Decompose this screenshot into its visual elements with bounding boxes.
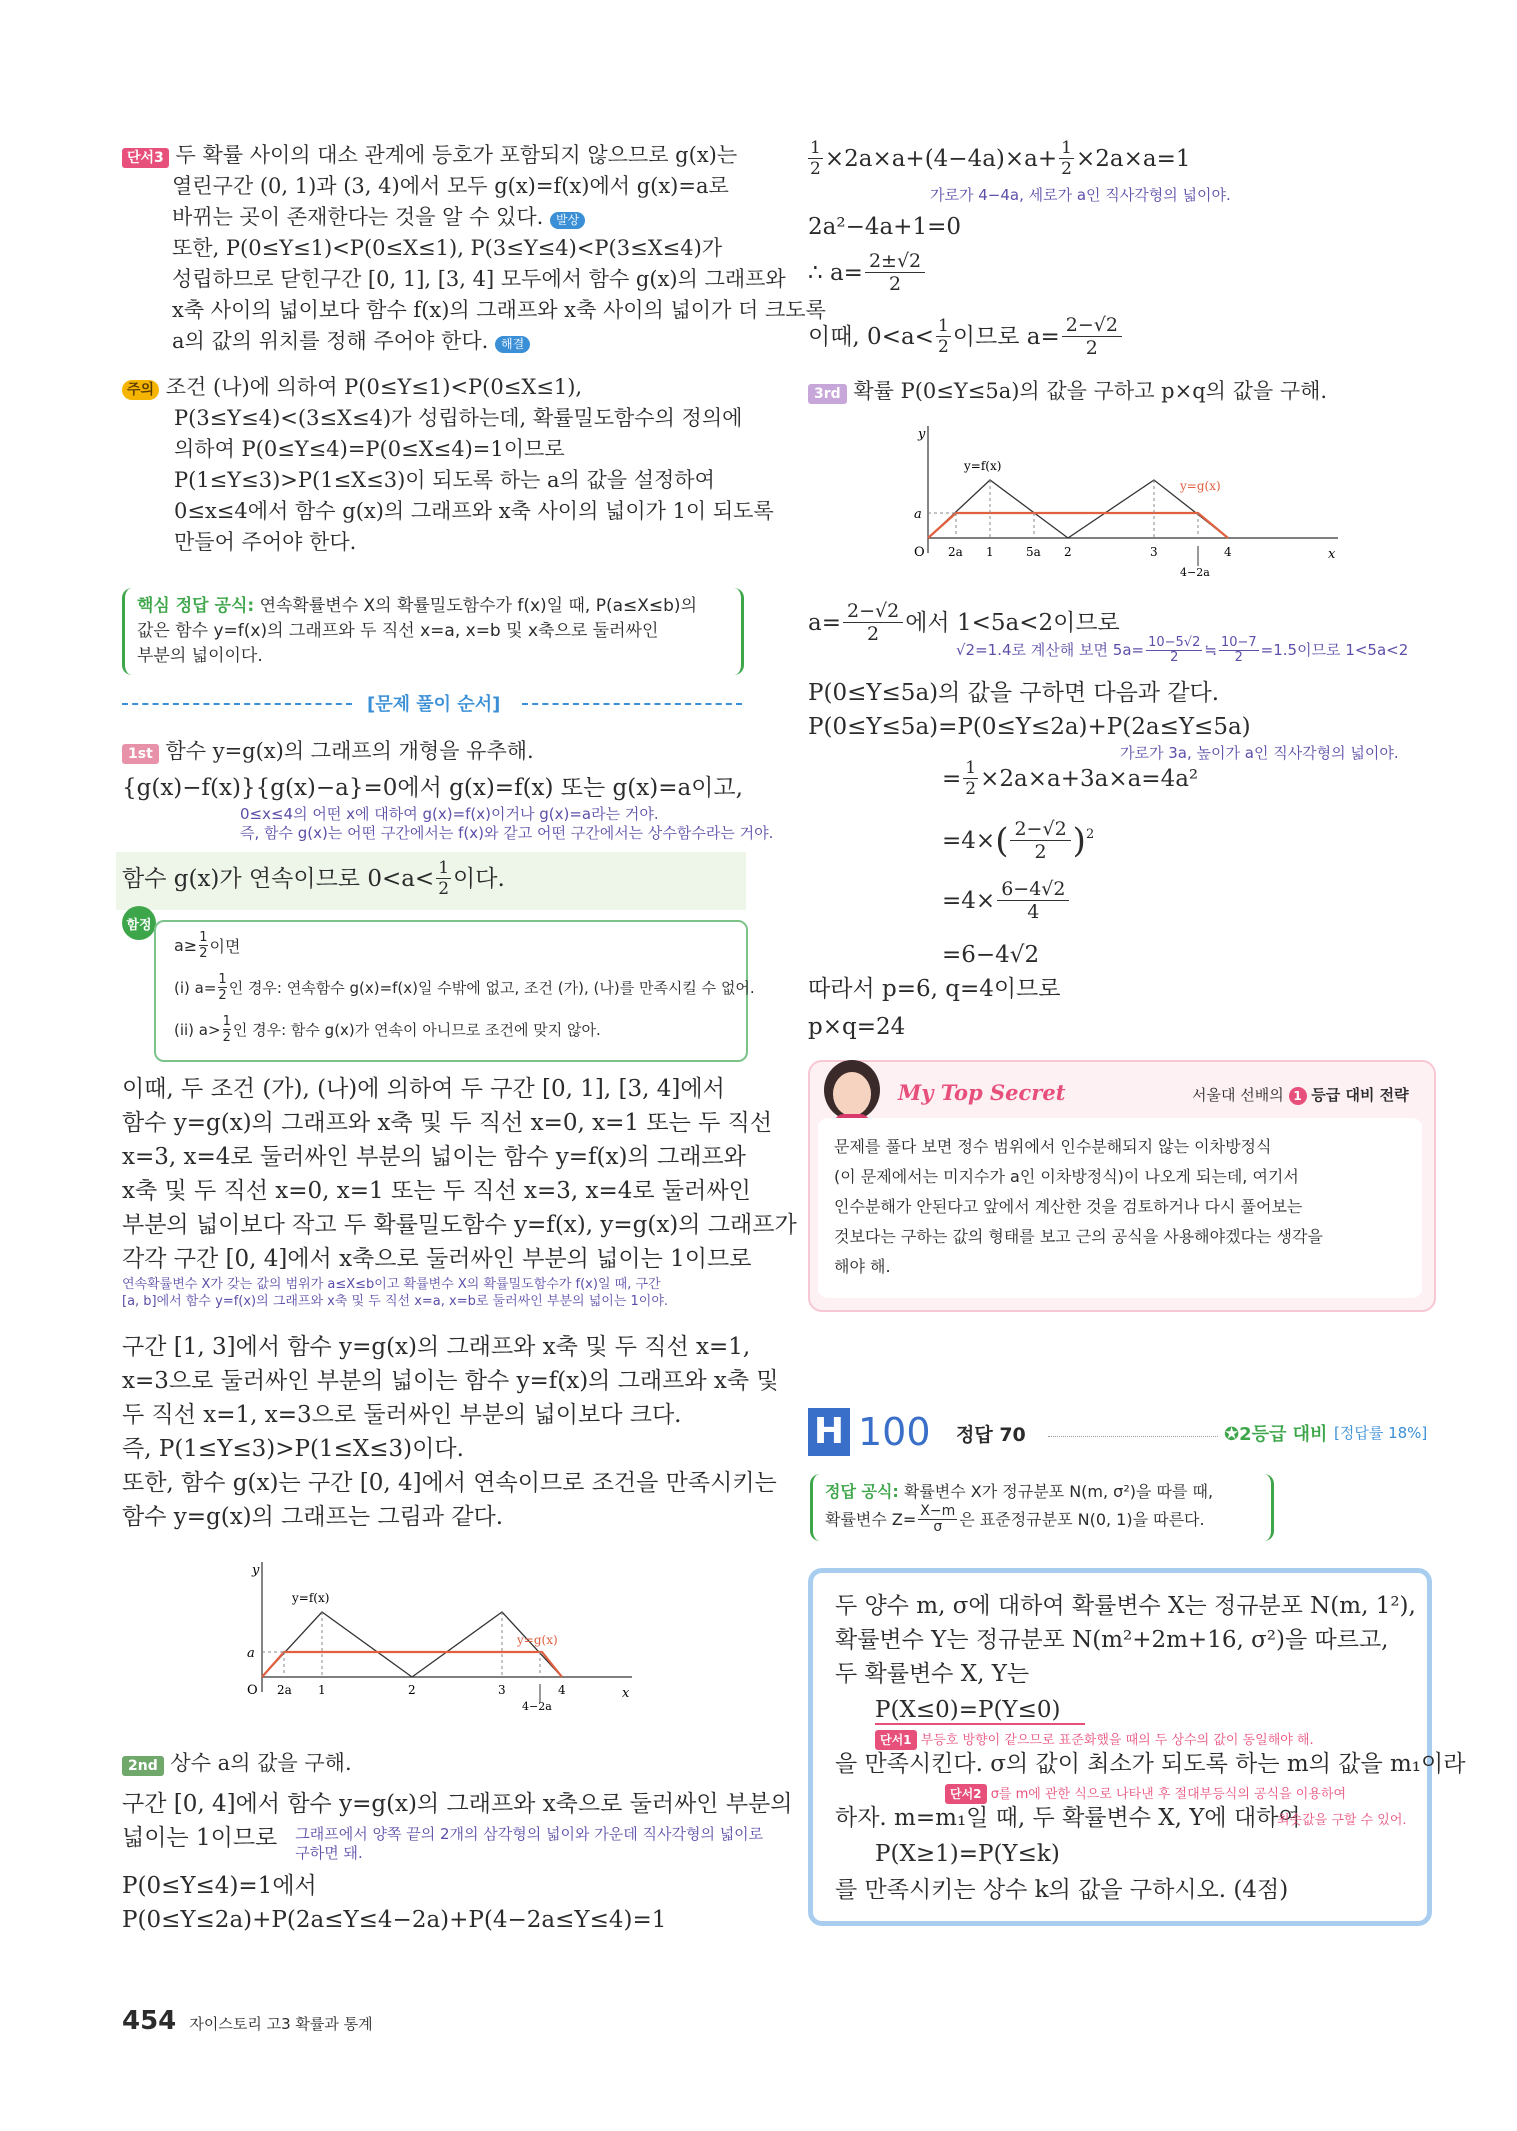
para-line: 구간 [1, 3]에서 함수 y=g(x)의 그래프와 x축 및 두 직선 x=1, bbox=[122, 1334, 751, 1360]
eq-text: =4× bbox=[942, 827, 996, 854]
order-title: [문제 풀이 순서] bbox=[367, 694, 501, 715]
r5 bbox=[942, 818, 1094, 863]
fraction-num: 2−√2 bbox=[843, 600, 903, 623]
step2-line: P(0≤Y≤2a)+P(2a≤Y≤4−2a)+P(4−2a≤Y≤4)=1 bbox=[122, 1907, 667, 1933]
fx-label: y=f(x) bbox=[964, 459, 1002, 473]
secret-line: 해야 해. bbox=[834, 1257, 891, 1276]
problem-line: 두 양수 m, σ에 대하여 확률변수 X는 정규분포 N(m, 1²), bbox=[835, 1593, 1416, 1619]
core-formula-label: 핵심 정답 공식: bbox=[137, 596, 255, 616]
correct-rate: [정답률 18%] bbox=[1334, 1424, 1428, 1442]
formula-text: 은 표준정규분포 N(0, 1)을 따른다. bbox=[959, 1509, 1205, 1529]
tick-label: 2 bbox=[408, 1683, 416, 1697]
para-line: 함수 y=g(x)의 그래프와 x축 및 두 직선 x=0, x=1 또는 두 직선 bbox=[122, 1110, 773, 1136]
x-label: x bbox=[622, 1686, 630, 1701]
dashed-divider bbox=[122, 703, 352, 705]
top-secret-box bbox=[808, 1060, 1436, 1312]
caution-line: 만들어 주어야 한다. bbox=[174, 530, 357, 554]
dansu3-line: a의 값의 위치를 정해 주어야 한다. bbox=[172, 329, 489, 353]
fraction-den: 2 bbox=[937, 337, 949, 357]
fraction-num: 1 bbox=[438, 858, 450, 878]
tick-label: 4−2a bbox=[522, 1700, 552, 1712]
note-text: =1.5이므로 1<5a<2 bbox=[1260, 641, 1409, 659]
fraction-num: 1 bbox=[222, 1014, 231, 1029]
trap-tag: 함정 bbox=[122, 906, 156, 940]
underline bbox=[875, 1723, 1085, 1725]
fraction-den: 2 bbox=[1034, 841, 1047, 863]
dansu3-line: 성립하므로 닫힌구간 [0, 1], [3, 4] 모두에서 함수 g(x)의 그래프와 bbox=[172, 267, 786, 291]
pdf-note: [a, b]에서 함수 y=f(x)의 그래프와 x축 및 두 직선 x=a, x=b로 둘러싸인 부분의 넓이는 1이야. bbox=[122, 1294, 669, 1309]
fraction-den: 2 bbox=[199, 946, 208, 961]
problem-line: 두 확률변수 X, Y는 bbox=[835, 1661, 1030, 1687]
trap-text: (i) a= bbox=[174, 978, 217, 997]
step1-tag: 1st bbox=[122, 744, 159, 764]
step2-tag: 2nd bbox=[122, 1756, 164, 1776]
trap-text: (ii) a> bbox=[174, 1020, 221, 1039]
step3-tag: 3rd bbox=[808, 384, 847, 404]
fx-label: y=f(x) bbox=[292, 1591, 330, 1605]
fraction-num: 1 bbox=[199, 930, 208, 945]
para-line: 두 직선 x=1, x=3으로 둘러싸인 부분의 넓이보다 크다. bbox=[122, 1402, 682, 1428]
eq-text: 이므로 a= bbox=[952, 323, 1060, 350]
secret-line: 것보다는 구하는 값의 형태를 보고 근의 공식을 사용해야겠다는 생각을 bbox=[834, 1227, 1323, 1246]
gx-curve bbox=[928, 513, 1228, 538]
step2-line: 넓이는 1이므로 bbox=[122, 1825, 278, 1851]
a-label: a bbox=[247, 1646, 255, 1661]
paragraph-1 bbox=[122, 1072, 797, 1310]
a-label: a bbox=[914, 507, 922, 522]
secret-sub-text: 서울대 선배의 bbox=[1192, 1086, 1284, 1104]
r4 bbox=[942, 758, 1198, 799]
tick-label: 1 bbox=[986, 545, 994, 559]
secret-title: My Top Secret bbox=[898, 1080, 1066, 1105]
problem-line: 하자. m=m₁일 때, 두 확률변수 X, Y에 대하여 bbox=[835, 1805, 1301, 1831]
caution-block bbox=[122, 372, 774, 558]
hint2-text-cont: 최솟값을 구할 수 있어. bbox=[1277, 1813, 1407, 1828]
fraction bbox=[436, 858, 451, 899]
dansu3-line: 열린구간 (0, 1)과 (3, 4)에서 모두 g(x)=f(x)에서 g(x)=a로 bbox=[172, 174, 729, 198]
step2-note: 그래프에서 양쪽 끝의 2개의 삼각형의 넓이와 가운데 직사각형의 넓이로 bbox=[295, 1825, 764, 1843]
fraction-den: 2 bbox=[1085, 337, 1098, 359]
dansu3-line: x축 사이의 넓이보다 함수 f(x)의 그래프와 x축 사이의 넓이가 더 크도록 bbox=[172, 298, 826, 322]
step2-title: 상수 a의 값을 구해. bbox=[170, 1751, 352, 1775]
formula-text: 확률변수 Z= bbox=[825, 1509, 917, 1529]
grade-label: ✪2등급 대비 bbox=[1224, 1424, 1328, 1445]
fraction-den: 2 bbox=[1170, 650, 1179, 665]
tick-label: 4 bbox=[558, 1683, 566, 1697]
fraction bbox=[223, 1014, 231, 1045]
fraction bbox=[1219, 636, 1259, 665]
eq4 bbox=[808, 314, 1124, 359]
secret-sub-text: 등급 대비 전략 bbox=[1311, 1086, 1409, 1104]
fraction bbox=[936, 316, 951, 357]
fraction bbox=[865, 250, 925, 295]
problem-line: 을 만족시킨다. σ의 값이 최소가 되도록 하는 m의 값을 m₁이라 bbox=[835, 1751, 1466, 1777]
r2: P(0≤Y≤5a)의 값을 구하면 다음과 같다. bbox=[808, 680, 1220, 706]
graph-left bbox=[222, 1552, 642, 1712]
exponent: 2 bbox=[1085, 827, 1095, 842]
trap-line bbox=[174, 930, 240, 961]
gx-label: y=g(x) bbox=[1180, 479, 1221, 493]
fraction bbox=[1062, 314, 1122, 359]
fraction-num: 1 bbox=[937, 316, 949, 336]
para-line: 각각 구간 [0, 4]에서 x축으로 둘러싸인 부분의 넓이는 1이므로 bbox=[122, 1246, 752, 1272]
dansu3-line: 바뀌는 곳이 존재한다는 것을 알 수 있다. bbox=[172, 205, 544, 229]
trap-text: 인 경우: 함수 g(x)가 연속이 아니므로 조건에 맞지 않아. bbox=[232, 1021, 601, 1039]
fraction-den: 2 bbox=[218, 988, 227, 1003]
step2-line: P(0≤Y≤4)=1에서 bbox=[122, 1873, 317, 1899]
eq1 bbox=[808, 138, 1191, 179]
tick-label: 3 bbox=[1150, 545, 1158, 559]
pdf-note: 연속확률변수 X가 갖는 값의 범위가 a≤X≤b이고 확률변수 X의 확률밀도함수가 f(x)일 때, 구간 bbox=[122, 1277, 661, 1292]
fraction bbox=[963, 758, 978, 799]
fraction-num: 6−4√2 bbox=[997, 878, 1069, 901]
problem-line: 를 만족시키는 상수 k의 값을 구하시오. (4점) bbox=[835, 1877, 1289, 1903]
fraction bbox=[1146, 636, 1202, 665]
fraction-num: 2−√2 bbox=[1062, 314, 1122, 337]
paren: ) bbox=[1072, 820, 1086, 861]
avatar-face bbox=[833, 1072, 871, 1116]
step1-equation: {g(x)−f(x)}{g(x)−a}=0에서 g(x)=f(x) 또는 g(x)=a이고, bbox=[122, 775, 743, 801]
fraction-den: 2 bbox=[1234, 650, 1243, 665]
hint1-text: 부등호 방향이 같으므로 표준화했을 때의 두 상수의 값이 동일해야 해. bbox=[920, 1733, 1314, 1748]
solution-pill: 해결 bbox=[495, 336, 530, 353]
step1-block bbox=[122, 736, 773, 843]
r6 bbox=[942, 878, 1071, 923]
problem-equation: P(X≥1)=P(Y≤k) bbox=[875, 1841, 1060, 1867]
secret-line: (이 문제에서는 미지수가 a인 이차방정식)이 나오게 되는데, 여기서 bbox=[834, 1167, 1299, 1186]
eq-text: 에서 1<5a<2이므로 bbox=[905, 609, 1120, 636]
tick-label: 4−2a bbox=[1180, 566, 1210, 578]
insight-pill: 발상 bbox=[550, 212, 585, 229]
eq-text: 이때, 0<a< bbox=[808, 323, 934, 350]
para-line: 이때, 두 조건 (가), (나)에 의하여 두 구간 [0, 1], [3, 4]에서 bbox=[122, 1076, 725, 1102]
r9: p×q=24 bbox=[808, 1014, 906, 1040]
x-label: x bbox=[1328, 547, 1336, 562]
fraction-num: X−m bbox=[920, 1503, 956, 1519]
note-text: ≒ bbox=[1204, 641, 1217, 659]
tick-label: 2 bbox=[1064, 545, 1072, 559]
origin-label: O bbox=[914, 545, 925, 560]
answer-label: 정답 70 bbox=[956, 1424, 1026, 1446]
fraction-num: 10−5√2 bbox=[1148, 635, 1201, 650]
trap-line bbox=[174, 972, 755, 1003]
formula-line: 확률변수 X가 정규분포 N(m, σ²)을 따를 때, bbox=[903, 1482, 1214, 1501]
fraction bbox=[199, 930, 207, 961]
caution-line: P(3≤Y≤4)<(3≤X≤4)가 성립하는데, 확률밀도함수의 정의에 bbox=[174, 406, 743, 430]
r8: 따라서 p=6, q=4이므로 bbox=[808, 976, 1061, 1002]
fraction-den: 2 bbox=[438, 879, 450, 899]
caution-line: P(1≤Y≤3)>P(1≤X≤3)이 되도록 하는 a의 값을 설정하여 bbox=[174, 468, 715, 492]
page-number: 454 bbox=[122, 2006, 177, 2036]
para-line: 부분의 넓이보다 작고 두 확률밀도함수 y=f(x), y=g(x)의 그래프가 bbox=[122, 1212, 797, 1238]
formula-label: 정답 공식: bbox=[825, 1482, 899, 1501]
dansu3-line: 두 확률 사이의 대소 관계에 등호가 포함되지 않으므로 g(x)는 bbox=[175, 143, 738, 167]
fraction-num: 1 bbox=[218, 972, 227, 987]
tick-label: 5a bbox=[1026, 545, 1041, 559]
eq2: 2a²−4a+1=0 bbox=[808, 214, 961, 240]
tick-label: 2a bbox=[948, 545, 963, 559]
hint2-text: σ를 m에 관한 식으로 나타낸 후 절대부등식의 공식을 이용하여 bbox=[990, 1787, 1347, 1802]
paragraph-2 bbox=[122, 1330, 779, 1534]
para-line: x=3으로 둘러싸인 부분의 넓이는 함수 y=f(x)의 그래프와 x축 및 bbox=[122, 1368, 779, 1394]
core-formula-line: 부분의 넓이이다. bbox=[137, 646, 263, 666]
origin-label: O bbox=[247, 1683, 258, 1698]
r3-note: 가로가 3a, 높이가 a인 직사각형의 넓이야. bbox=[1120, 744, 1399, 762]
dotted-leader bbox=[1048, 1436, 1218, 1437]
secret-line: 인수분해가 안된다고 앞에서 계산한 것을 검토하거나 다시 풀어보는 bbox=[834, 1197, 1303, 1216]
fraction-den: σ bbox=[933, 1519, 943, 1535]
problem-line: 확률변수 Y는 정규분포 N(m²+2m+16, σ²)을 따르고, bbox=[835, 1627, 1389, 1653]
para-line: 즉, P(1≤Y≤3)>P(1≤X≤3)이다. bbox=[122, 1436, 464, 1462]
fraction bbox=[997, 878, 1069, 923]
trap-text: 이면 bbox=[209, 937, 241, 956]
trap-text: 인 경우: 연속함수 g(x)=f(x)일 수밖에 없고, 조건 (가), (나)를 만족시킬 수 없어. bbox=[228, 979, 755, 997]
core-formula-box bbox=[122, 588, 744, 675]
tick-label: 2a bbox=[277, 1683, 292, 1697]
fraction-num: 10−7 bbox=[1220, 635, 1257, 650]
tick-label: 4 bbox=[1224, 545, 1232, 559]
fraction bbox=[843, 600, 903, 645]
graph-right bbox=[908, 418, 1348, 578]
fraction bbox=[1059, 138, 1074, 179]
dashed-divider bbox=[522, 703, 742, 705]
y-label: y bbox=[918, 427, 926, 442]
r3: P(0≤Y≤5a)=P(0≤Y≤2a)+P(2a≤Y≤5a) bbox=[808, 714, 1251, 740]
gx-label: y=g(x) bbox=[517, 1633, 558, 1647]
fraction-den: 2 bbox=[889, 273, 902, 295]
para-line: 또한, 함수 g(x)는 구간 [0, 4]에서 연속이므로 조건을 만족시키는 bbox=[122, 1470, 777, 1496]
step1-conclusion bbox=[122, 858, 505, 899]
eq-text: =4× bbox=[942, 887, 996, 914]
conclusion-end: 이다. bbox=[453, 865, 505, 892]
fraction bbox=[1010, 818, 1070, 863]
step3-title: 확률 P(0≤Y≤5a)의 값을 구하고 p×q의 값을 구해. bbox=[853, 379, 1328, 403]
dansu3-tag: 단서3 bbox=[122, 148, 169, 168]
fraction-den: 4 bbox=[1027, 901, 1040, 923]
eq1-note: 가로가 4−4a, 세로가 a인 직사각형의 넓이야. bbox=[930, 186, 1231, 204]
fraction-num: 2−√2 bbox=[1010, 818, 1070, 841]
fraction-num: 1 bbox=[810, 138, 821, 158]
problem-equation: P(X≤0)=P(Y≤0) bbox=[875, 1697, 1061, 1723]
order-title-row bbox=[122, 690, 742, 716]
secret-content bbox=[818, 1118, 1422, 1298]
secret-line: 문제를 풀다 보면 정수 범위에서 인수분해되지 않는 이차방정식 bbox=[834, 1137, 1272, 1156]
fraction-num: 1 bbox=[965, 758, 977, 778]
grade-badge: 1 bbox=[1289, 1087, 1307, 1105]
answer-formula-box bbox=[810, 1474, 1274, 1541]
fraction-den: 2 bbox=[867, 623, 880, 645]
problem-number: 100 bbox=[858, 1410, 931, 1454]
step2-line: 구간 [0, 4]에서 함수 y=g(x)의 그래프와 x축으로 둘러싸인 부분의 bbox=[122, 1791, 793, 1817]
eq3 bbox=[808, 250, 927, 295]
conclusion-text: 함수 g(x)가 연속이므로 0<a< bbox=[122, 865, 435, 892]
note-text: √2=1.4로 계산해 보면 5a= bbox=[956, 641, 1145, 659]
problem-badge: H bbox=[808, 1408, 850, 1456]
fraction bbox=[808, 138, 823, 179]
fraction bbox=[218, 972, 226, 1003]
hint2-tag: 단서2 bbox=[945, 1784, 987, 1804]
eq-text: ×2a×a+3a×a=4a² bbox=[980, 765, 1199, 792]
trap-line bbox=[174, 1014, 601, 1045]
secret-subtitle bbox=[1192, 1084, 1409, 1105]
r1-note bbox=[956, 636, 1408, 665]
dansu3-block bbox=[122, 140, 826, 357]
fraction-den: 2 bbox=[810, 159, 821, 179]
eq-text: a= bbox=[808, 609, 841, 636]
trap-text: a≥ bbox=[174, 936, 198, 955]
core-formula-line: 값은 함수 y=f(x)의 그래프와 두 직선 x=a, x=b 및 x축으로 둘러싸인 bbox=[137, 621, 659, 641]
r7: =6−4√2 bbox=[942, 942, 1040, 968]
gx-curve bbox=[262, 1652, 562, 1677]
step2-note: 구하면 돼. bbox=[295, 1844, 363, 1862]
caution-tag: 주의 bbox=[122, 380, 159, 400]
step1-note: 0≤x≤4의 어떤 x에 대하여 g(x)=f(x)이거나 g(x)=a라는 거야. bbox=[240, 805, 659, 823]
step1-note: 즉, 함수 g(x)는 어떤 구간에서는 f(x)와 같고 어떤 구간에서는 상수함수라는 거야. bbox=[240, 824, 774, 842]
paren: ( bbox=[995, 820, 1009, 861]
tick-label: 1 bbox=[318, 1683, 326, 1697]
eq-text: ×2a×a=1 bbox=[1075, 145, 1191, 172]
fraction-num: 1 bbox=[1061, 138, 1072, 158]
eq-text: ×2a×a+(4−4a)×a+ bbox=[824, 145, 1058, 172]
fraction-den: 2 bbox=[222, 1030, 231, 1045]
fraction-den: 2 bbox=[1061, 159, 1072, 179]
caution-line: 의하여 P(0≤Y≤4)=P(0≤X≤4)=1이므로 bbox=[174, 437, 565, 461]
para-line: x축 및 두 직선 x=0, x=1 또는 두 직선 x=3, x=4로 둘러싸인 bbox=[122, 1178, 751, 1204]
dansu3-line: 또한, P(0≤Y≤1)<P(0≤X≤1), P(3≤Y≤4)<P(3≤X≤4)가 bbox=[172, 236, 723, 260]
para-line: 함수 y=g(x)의 그래프는 그림과 같다. bbox=[122, 1504, 504, 1530]
trap-box bbox=[154, 920, 755, 1062]
y-label: y bbox=[252, 1563, 260, 1578]
formula-line bbox=[825, 1504, 1259, 1535]
tick-label: 3 bbox=[498, 1683, 506, 1697]
book-title: 자이스토리 고3 확률과 통계 bbox=[189, 2015, 373, 2033]
caution-line: 0≤x≤4에서 함수 g(x)의 그래프와 x축 사이의 넓이가 1이 되도록 bbox=[174, 499, 774, 523]
fraction bbox=[918, 1504, 957, 1535]
fraction-den: 2 bbox=[965, 779, 977, 799]
step1-title: 함수 y=g(x)의 그래프의 개형을 유추해. bbox=[165, 739, 534, 763]
footer bbox=[122, 2006, 373, 2036]
core-formula-line: 연속확률변수 X의 확률밀도함수가 f(x)일 때, P(a≤X≤b)의 bbox=[259, 596, 697, 616]
hint1-tag: 단서1 bbox=[875, 1730, 917, 1750]
step2-block bbox=[122, 1748, 792, 1937]
eq-text: ∴ a= bbox=[808, 259, 863, 286]
problem-header bbox=[808, 1408, 1438, 1458]
fraction-num: 2±√2 bbox=[865, 250, 925, 273]
problem-box bbox=[808, 1568, 1466, 1926]
para-line: x=3, x=4로 둘러싸인 부분의 넓이는 함수 y=f(x)의 그래프와 bbox=[122, 1144, 746, 1170]
step3-header bbox=[808, 376, 1327, 407]
eq-text: = bbox=[942, 765, 962, 792]
caution-line: 조건 (나)에 의하여 P(0≤Y≤1)<P(0≤X≤1), bbox=[165, 375, 583, 399]
